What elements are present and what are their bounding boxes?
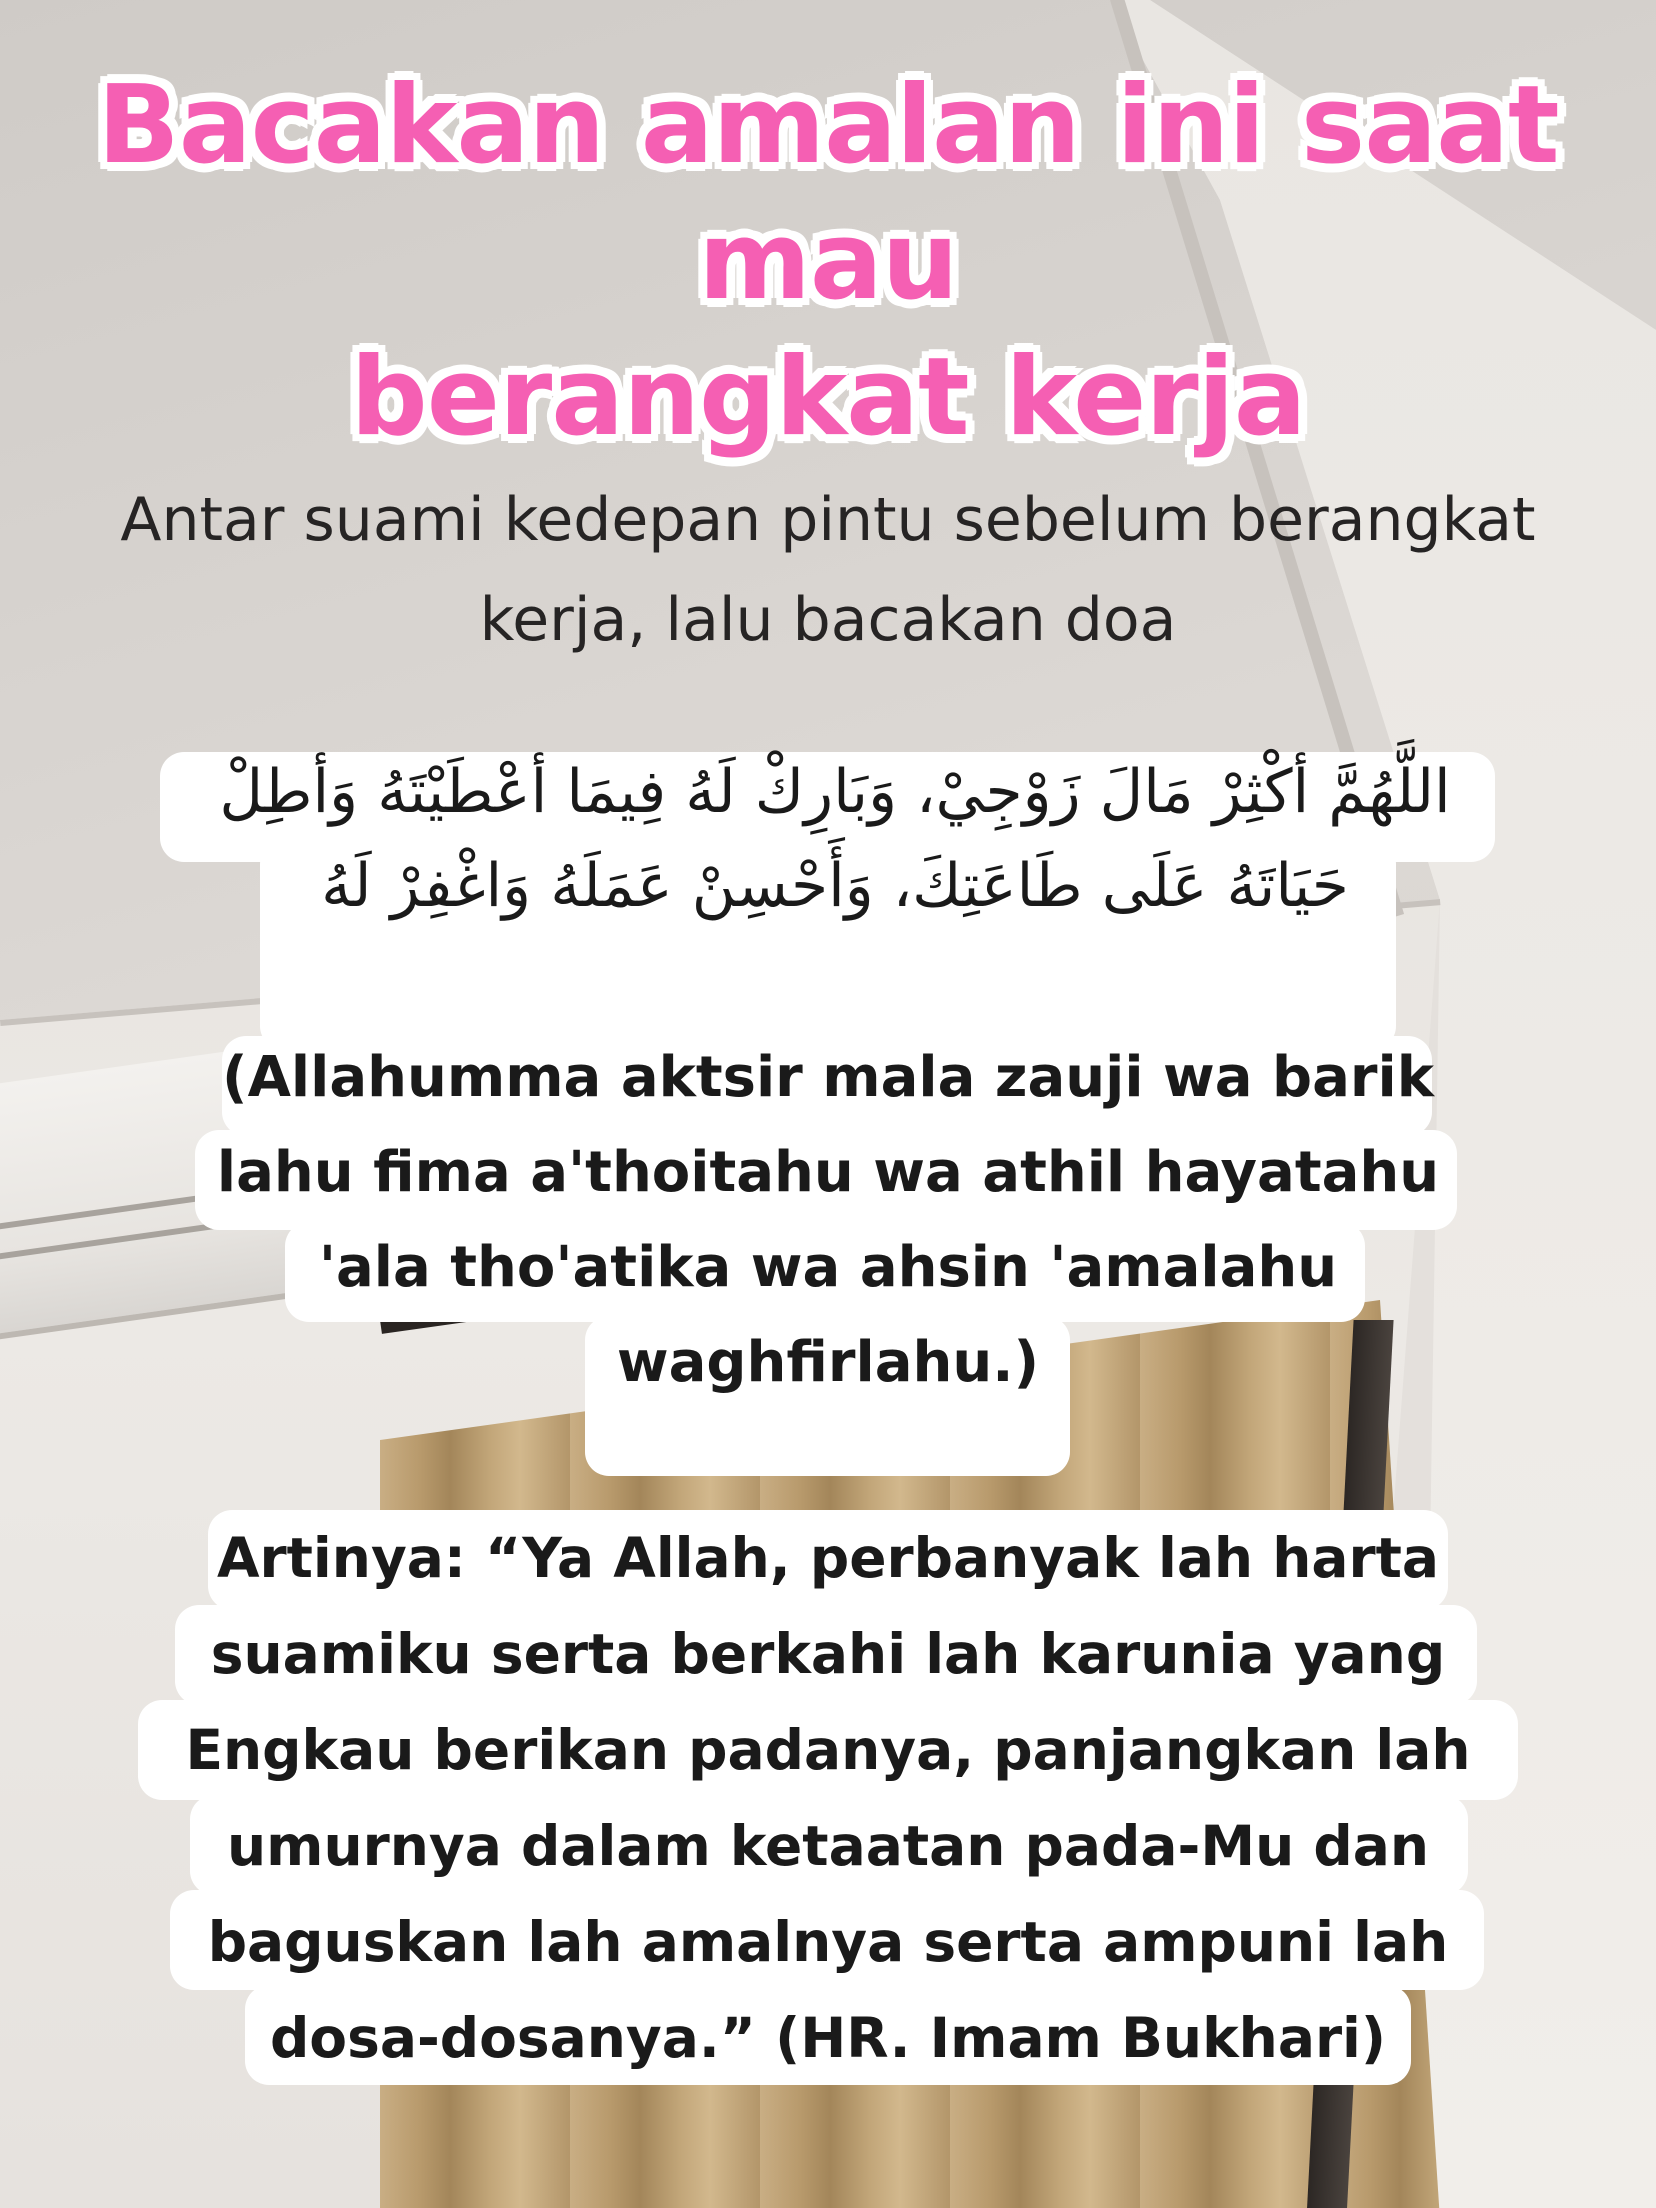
arabic-line-2: حَيَاتَهُ عَلَى طَاعَتِكَ، وَأَحْسِنْ عَمَلَهُ وَاغْفِرْ لَهُ	[321, 851, 1349, 921]
title-line-1: Bacakan amalan ini saat mau	[97, 63, 1559, 324]
doa-transliteration	[190, 1030, 1466, 1410]
latin-line: lahu fima a'thoitahu wa athil hayatahu	[216, 1140, 1440, 1205]
latin-line: waghfirlahu.)	[616, 1330, 1040, 1395]
doa-arabic	[175, 745, 1495, 933]
arabic-line-1: اللَّهُمَّ أكْثِرْ مَالَ زَوْجِيْ، وَبَارِكْ لَهُ فِيمَا أعْطَيْتَهُ وَأطِلْ	[219, 757, 1451, 827]
meaning-line: Artinya: “Ya Allah, perbanyak lah harta	[216, 1526, 1440, 1590]
meaning-line: Engkau berikan padanya, panjangkan lah	[185, 1718, 1471, 1782]
meaning-line: suamiku serta berkahi lah karunia yang	[210, 1622, 1446, 1686]
title-line-2: berangkat kerja	[350, 335, 1306, 460]
meaning-line: dosa-dosanya.” (HR. Imam Bukhari)	[269, 2006, 1387, 2070]
intro-line-2: kerja, lalu bacakan doa	[479, 585, 1177, 655]
page-title	[0, 58, 1656, 466]
latin-line: 'ala tho'atika wa ahsin 'amalahu	[318, 1235, 1338, 1300]
intro-line-1: Antar suami kedepan pintu sebelum berangkat	[120, 485, 1536, 555]
doa-meaning	[140, 1510, 1516, 2086]
meaning-line: umurnya dalam ketaatan pada-Mu dan	[226, 1814, 1430, 1878]
intro-text	[40, 470, 1616, 670]
meaning-line: baguskan lah amalnya serta ampuni lah	[207, 1910, 1449, 1974]
latin-line: (Allahumma aktsir mala zauji wa barik	[222, 1045, 1434, 1110]
